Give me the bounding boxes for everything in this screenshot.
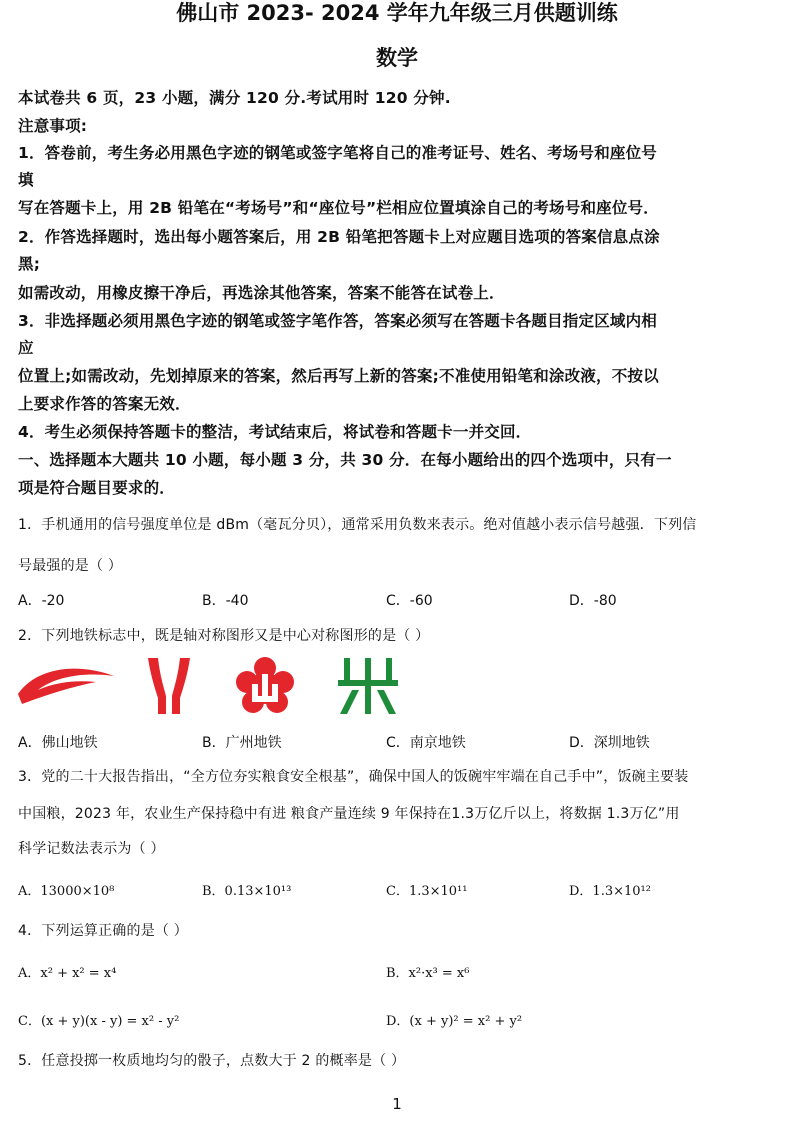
q1-stem-line1: 1．手机通用的信号强度单位是 dBm（毫瓦分贝），通常采用负数来表示。绝对值越小表示信号越强．下列信: [18, 517, 697, 533]
q4-option-b: B．x²·x³ = x⁶: [386, 966, 470, 981]
notice-heading: 注意事项:: [18, 117, 88, 135]
q2-option-c: C．南京地铁: [386, 735, 466, 751]
page-number: 1: [392, 1095, 402, 1113]
exam-title: 佛山市 2023- 2024 学年九年级三月供题训练: [176, 1, 618, 25]
q1-option-d: D．-80: [569, 593, 617, 609]
notice-line: 上要求作答的答案无效．: [18, 395, 191, 413]
q4-option-d: D．(x + y)² = x² + y²: [386, 1014, 523, 1029]
notice-line: 如需改动，用橡皮擦干净后，再选涂其他答案，答案不能答在试卷上．: [18, 284, 505, 302]
notice-line: 填: [18, 171, 34, 189]
notice-line: 4．考生必须保持答题卡的整洁，考试结束后，将试卷和答题卡一并交回．: [18, 423, 532, 441]
shenzhen-metro-logo: [336, 656, 400, 716]
q4-stem: 4．下列运算正确的是（ ）: [18, 923, 188, 939]
notice-line: 位置上;如需改动，先划掉原来的答案，然后再写上新的答案;不准使用铅笔和涂改液，不按以: [18, 367, 659, 385]
exam-summary: 本试卷共 6 页，23 小题，满分 120 分.考试用时 120 分钟.: [18, 89, 451, 107]
notice-line: 黑;: [18, 255, 41, 273]
notice-line: 2．作答选择题时，选出每小题答案后，用 2B 铅笔把答题卡上对应题目选项的答案信息点涂: [18, 228, 660, 246]
guangzhou-metro-logo: [146, 656, 192, 716]
q3-option-c: C．1.3×10¹¹: [386, 884, 468, 899]
q1-option-b: B．-40: [202, 593, 249, 609]
q3-option-a: A．13000×10⁸: [18, 884, 115, 899]
q1-option-a: A．-20: [18, 593, 65, 609]
q5-stem: 5．任意投掷一枚质地均匀的骰子，点数大于 2 的概率是（ ）: [18, 1053, 406, 1069]
section-heading-line1: 一、选择题本大题共 10 小题，每小题 3 分，共 30 分．在每小题给出的四个选项中，只有一: [18, 451, 672, 469]
section-heading-line2: 项是符合题目要求的．: [18, 479, 176, 497]
notice-line: 写在答题卡上，用 2B 铅笔在“考场号”和“座位号”栏相应位置填涂自己的考场号和座位号．: [18, 199, 659, 217]
q3-stem-line1: 3．党的二十大报告指出，“全方位夯实粮食安全根基”，确保中国人的饭碗牢牢端在自己手中”，饭碗主要装: [18, 769, 689, 785]
q3-stem-line2: 中国粮，2023 年，农业生产保持稳中有进 粮食产量连续 9 年保持在1.3万亿斤以上，将数据 1.3万亿”用: [18, 806, 680, 822]
q4-option-c: C．(x + y)(x - y) = x² - y²: [18, 1014, 180, 1029]
q2-option-d: D．深圳地铁: [569, 735, 650, 751]
q2-stem: 2．下列地铁标志中，既是轴对称图形又是中心对称图形的是（ ）: [18, 628, 430, 644]
q2-option-b: B．广州地铁: [202, 735, 282, 751]
nanjing-metro-logo: [236, 656, 294, 716]
notice-line: 3．非选择题必须用黑色字迹的钢笔或签字笔作答，答案必须写在答题卡各题目指定区域内相: [18, 312, 657, 330]
foshan-metro-logo: [16, 664, 116, 706]
exam-subject: 数学: [376, 46, 418, 70]
notice-line: 1．答卷前，考生务必用黑色字迹的钢笔或签字笔将自己的准考证号、姓名、考场号和座位号: [18, 144, 657, 162]
q1-stem-line2: 号最强的是（ ）: [18, 558, 123, 574]
q3-option-b: B．0.13×10¹³: [202, 884, 292, 899]
q2-option-a: A．佛山地铁: [18, 735, 98, 751]
notice-line: 应: [18, 339, 34, 357]
q3-stem-line3: 科学记数法表示为（ ）: [18, 841, 165, 857]
q1-option-c: C．-60: [386, 593, 433, 609]
q4-option-a: A．x² + x² = x⁴: [18, 966, 117, 981]
q3-option-d: D．1.3×10¹²: [569, 884, 651, 899]
